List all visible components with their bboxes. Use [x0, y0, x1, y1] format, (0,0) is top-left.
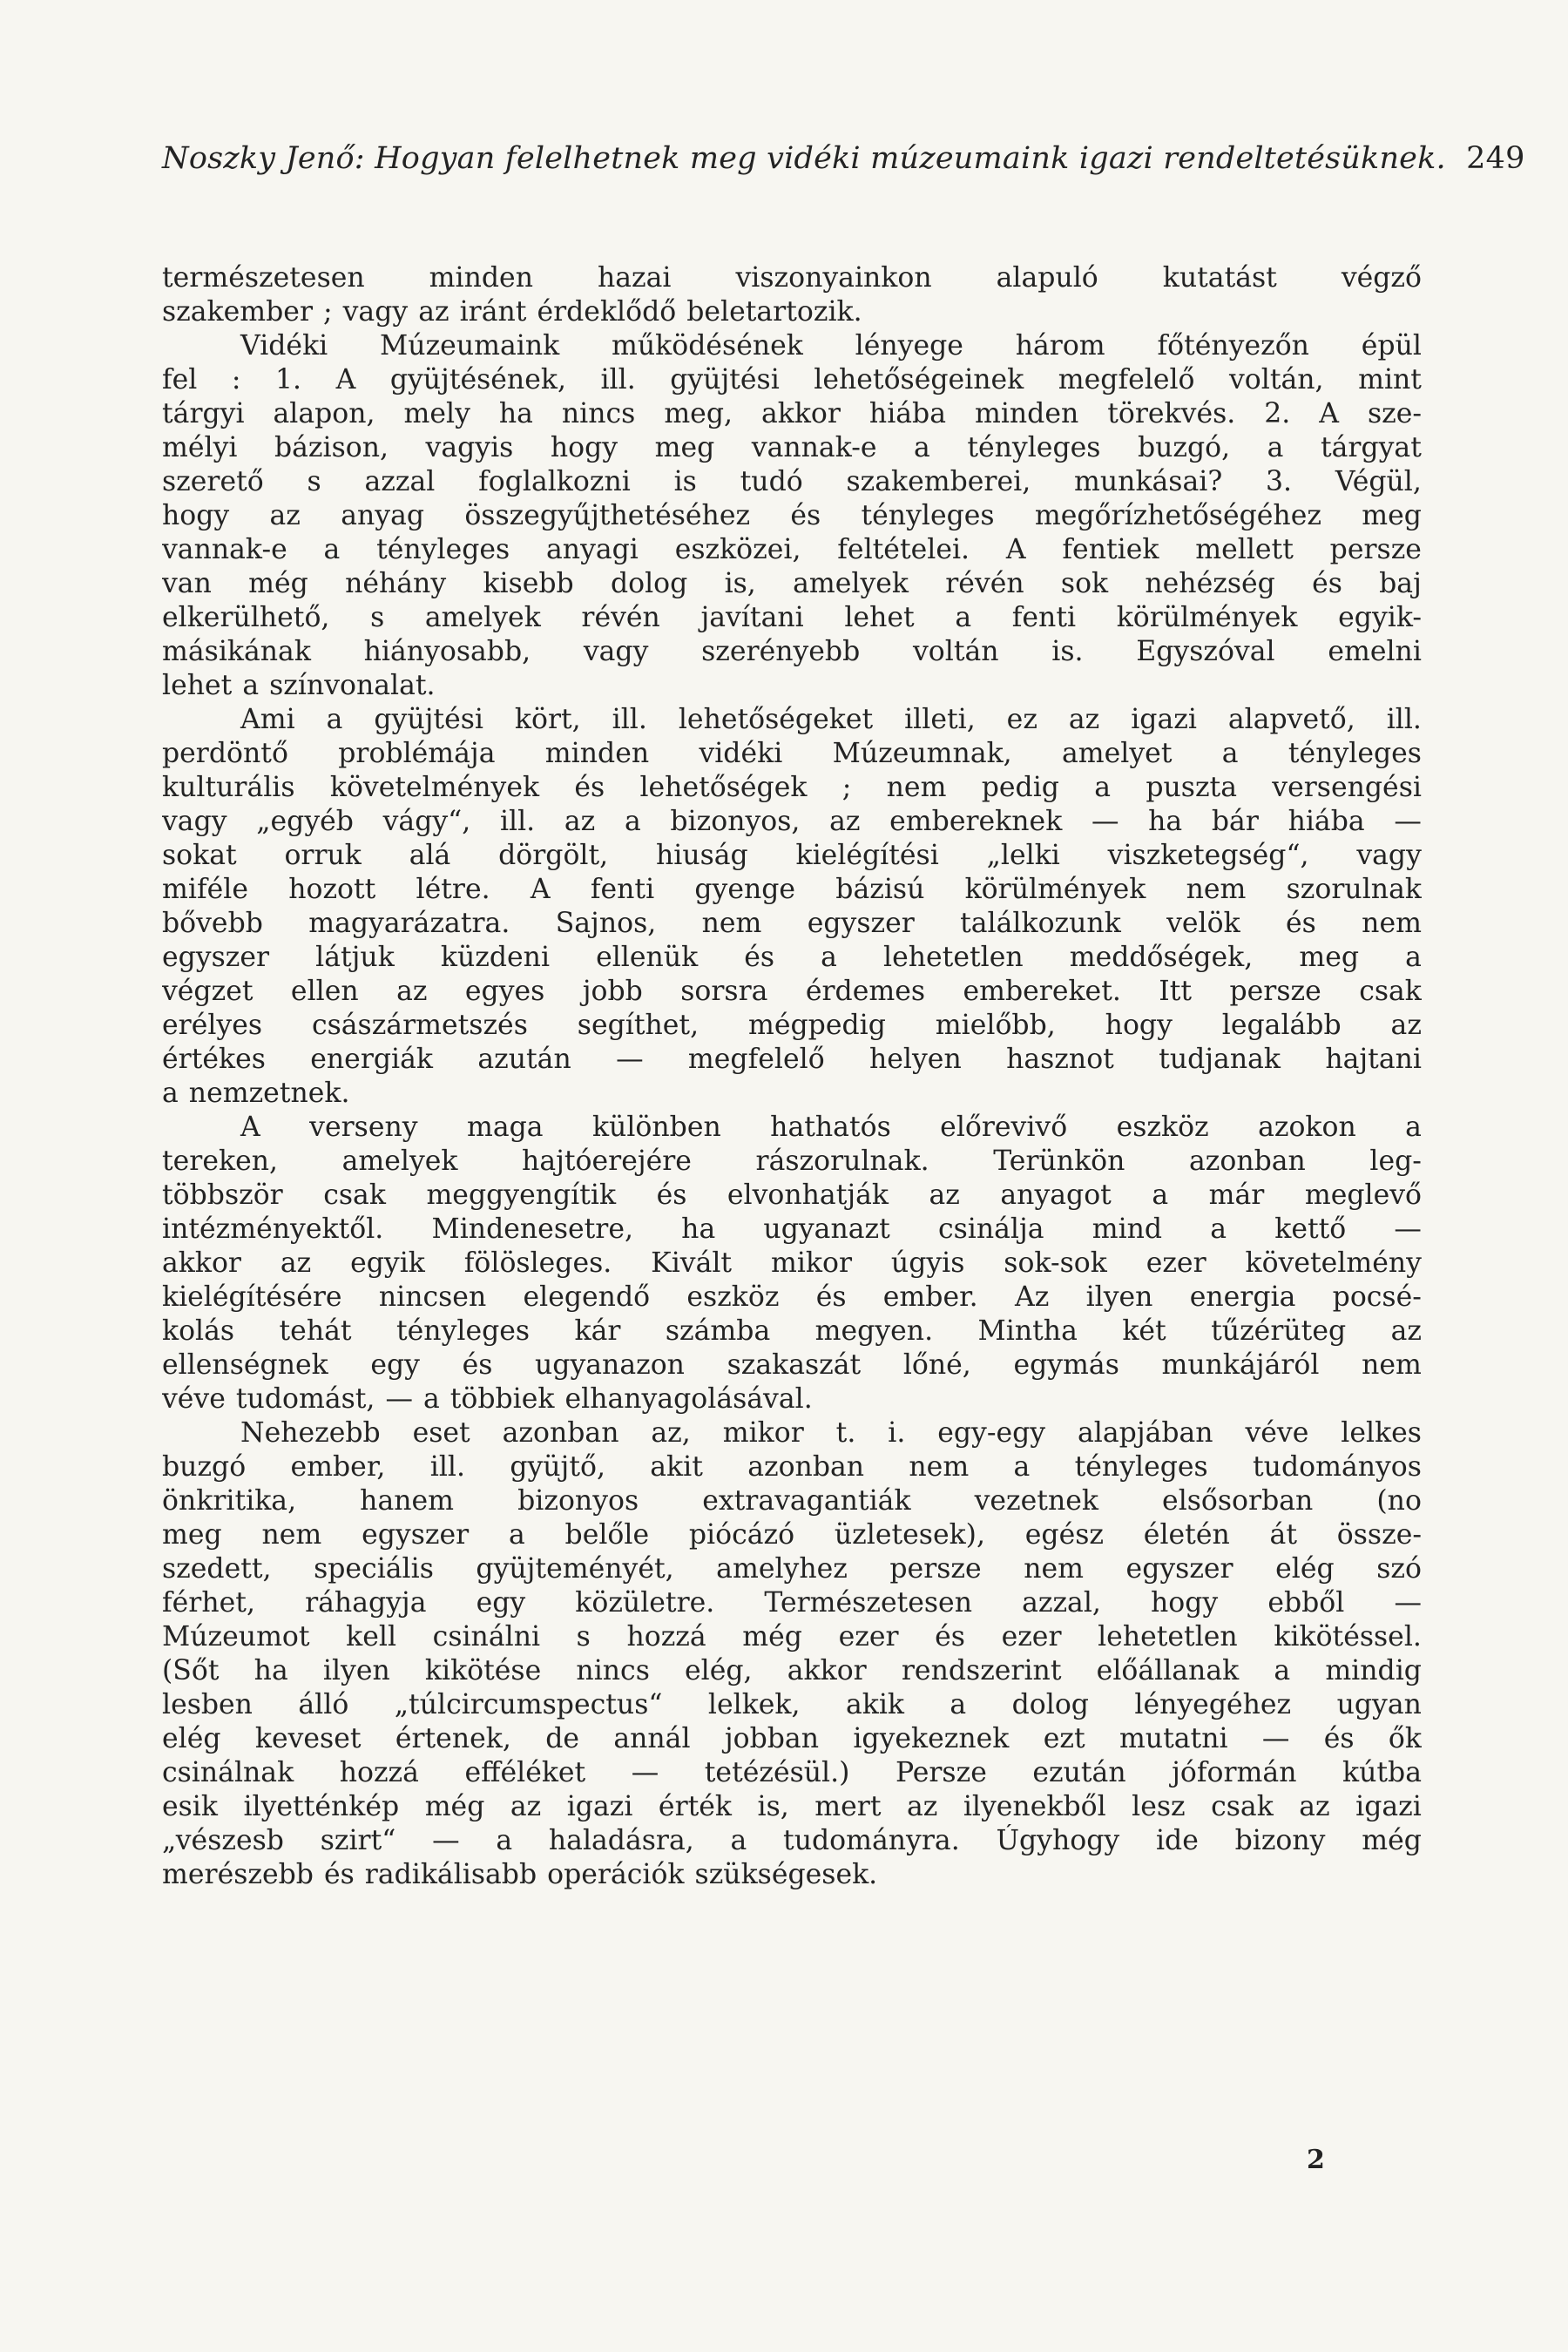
text-line: sokat orruk alá dörgölt, hiuság kielégítési „lelki viszketegség“, vagy — [162, 840, 1422, 871]
text-line: természetesen minden hazai viszonyainkon alapuló kutatást végző — [162, 262, 1422, 294]
text-line: vagy „egyéb vágy“, ill. az a bizonyos, az embereknek — ha bár hiába — — [162, 806, 1422, 837]
paragraph — [162, 329, 1422, 703]
text-line: buzgó ember, ill. gyüjtő, akit azonban nem a tényleges tudományos — [162, 1451, 1422, 1483]
text-line: Nehezebb eset azonban az, mikor t. i. egy-egy alapjában véve lelkes — [240, 1417, 1422, 1449]
text-line: bővebb magyarázatra. Sajnos, nem egyszer találkozunk velök és nem — [162, 908, 1422, 939]
text-line: kielégítésére nincsen elegendő eszköz és ember. Az ilyen energia pocsé- — [162, 1281, 1422, 1313]
text-line: vannak-e a tényleges anyagi eszközei, feltételei. A fentiek mellett persze — [162, 534, 1422, 565]
text-line: intézményektől. Mindenesetre, ha ugyanazt csinálja mind a kettő — — [162, 1213, 1422, 1245]
text-line: „vészesb szirt“ — a haladásra, a tudományra. Úgyhogy ide bizony még — [162, 1825, 1422, 1856]
text-line: lehet a színvonalat. — [162, 670, 436, 701]
text-line: értékes energiák azután — megfelelő helyen hasznot tudjanak hajtani — [162, 1044, 1422, 1075]
text-line: meg nem egyszer a belőle piócázó üzletesek), egész életén át össze- — [162, 1519, 1422, 1551]
signature-mark: 2 — [1307, 2145, 1325, 2175]
text-line: kolás tehát tényleges kár számba megyen. Mintha két tűzérüteg az — [162, 1315, 1422, 1347]
text-line: elkerülhető, s amelyek révén javítani lehet a fenti körülmények egyik- — [162, 602, 1422, 633]
text-line: erélyes császármetszés segíthet, mégpedig mielőbb, hogy legalább az — [162, 1010, 1422, 1041]
text-line: lesben álló „túlcircumspectus“ lelkek, akik a dolog lényegéhez ugyan — [162, 1689, 1422, 1720]
paragraph — [162, 703, 1422, 1111]
text-line: szakember ; vagy az iránt érdeklődő beletartozik. — [162, 296, 862, 328]
text-line: Múzeumot kell csinálni s hozzá még ezer és ezer lehetetlen kikötéssel. — [162, 1621, 1422, 1652]
text-line: többször csak meggyengítik és elvonhatják az anyagot a már meglevő — [162, 1179, 1422, 1211]
paragraph — [162, 1416, 1422, 1892]
running-header — [162, 141, 1525, 176]
text-line: perdöntő problémája minden vidéki Múzeumnak, amelyet a tényleges — [162, 738, 1422, 769]
text-line: önkritika, hanem bizonyos extravagantiák vezetnek elsősorban (no — [162, 1485, 1422, 1517]
text-line: A verseny maga különben hathatós előrevivő eszköz azokon a — [240, 1112, 1422, 1143]
text-line: Vidéki Múzeumaink működésének lényege három főtényezőn épül — [240, 330, 1422, 362]
text-line: kulturális követelmények és lehetőségek ; nem pedig a puszta versengési — [162, 772, 1422, 803]
page-number: 249 — [1466, 141, 1525, 176]
text-line: szedett, speciális gyüjteményét, amelyhez persze nem egyszer elég szó — [162, 1553, 1422, 1585]
text-line: ellenségnek egy és ugyanazon szakaszát lőné, egymás munkájáról nem — [162, 1349, 1422, 1381]
text-line: miféle hozott létre. A fenti gyenge bázisú körülmények nem szorulnak — [162, 874, 1422, 905]
text-line: csinálnak hozzá efféléket — tetézésül.) Persze ezután jóformán kútba — [162, 1757, 1422, 1788]
text-line: Ami a gyüjtési kört, ill. lehetőségeket illeti, ez az igazi alapvető, ill. — [240, 704, 1422, 735]
text-line: tereken, amelyek hajtóerejére rászorulnak. Terünkön azonban leg- — [162, 1146, 1422, 1177]
text-line: tárgyi alapon, mely ha nincs meg, akkor hiába minden törekvés. 2. A sze- — [162, 398, 1422, 429]
text-line: elég keveset értenek, de annál jobban igyekeznek ezt mutatni — és ők — [162, 1723, 1422, 1754]
text-line: véve tudomást, — a többiek elhanyagolásával. — [162, 1383, 813, 1415]
text-line: van még néhány kisebb dolog is, amelyek révén sok nehézség és baj — [162, 568, 1422, 599]
paragraph — [162, 261, 1422, 329]
text-line: mélyi bázison, vagyis hogy meg vannak-e a tényleges buzgó, a tárgyat — [162, 432, 1422, 463]
body-text — [162, 261, 1422, 1892]
text-line: szerető s azzal foglalkozni is tudó szakemberei, munkásai? 3. Végül, — [162, 466, 1422, 497]
text-line: fel : 1. A gyüjtésének, ill. gyüjtési lehetőségeinek megfelelő voltán, mint — [162, 364, 1422, 395]
text-line: hogy az anyag összegyűjthetéséhez és tényleges megőrízhetőségéhez meg — [162, 500, 1422, 531]
text-line: (Sőt ha ilyen kikötése nincs elég, akkor rendszerint előállanak a mindig — [162, 1655, 1422, 1686]
header-title: Noszky Jenő: Hogyan felelhetnek meg vidéki múzeumaink igazi rendeltetésüknek. — [162, 141, 1446, 176]
text-line: esik ilyetténkép még az igazi érték is, mert az ilyenekből lesz csak az igazi — [162, 1791, 1422, 1822]
text-line: végzet ellen az egyes jobb sorsra érdemes embereket. Itt persze csak — [162, 976, 1422, 1007]
text-line: egyszer látjuk küzdeni ellenük és a lehetetlen meddőségek, meg a — [162, 942, 1422, 973]
paragraph — [162, 1111, 1422, 1416]
text-line: akkor az egyik fölösleges. Kivált mikor úgyis sok-sok ezer követelmény — [162, 1247, 1422, 1279]
text-line: férhet, ráhagyja egy közületre. Természetesen azzal, hogy ebből — — [162, 1587, 1422, 1619]
text-line: másikának hiányosabb, vagy szerényebb voltán is. Egyszóval emelni — [162, 636, 1422, 667]
text-line: merészebb és radikálisabb operációk szükségesek. — [162, 1859, 878, 1890]
text-line: a nemzetnek. — [162, 1078, 350, 1109]
